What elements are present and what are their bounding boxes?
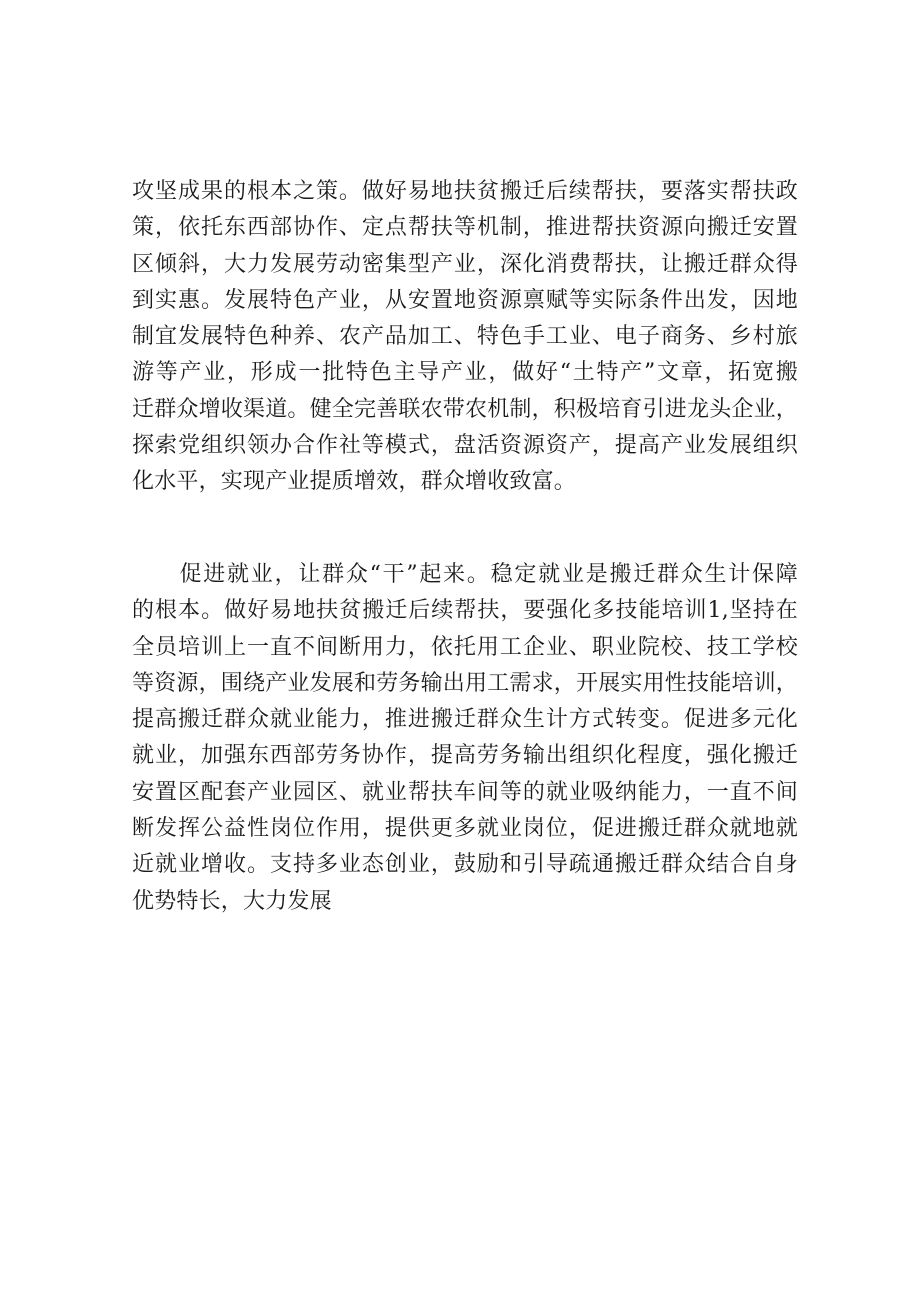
- paragraph-line: 到实惠。发展特色产业，从安置地资源禀赋等实际条件出发，因地: [132, 287, 798, 313]
- paragraph-line: 就业，加强东西部劳务协作，提高劳务输出组织化程度，强化搬迁: [132, 743, 798, 769]
- paragraph-line: 等资源，围绕产业发展和劳务输出用工需求，开展实用性技能培训，: [132, 670, 798, 696]
- paragraph-line: 优势特长，大力发展: [132, 888, 332, 914]
- paragraph-line: 断发挥公益性岗位作用，提供更多就业岗位，促进搬迁群众就地就: [132, 816, 798, 842]
- paragraph-line: 探索党组织领办合作社等模式，盘活资源资产，提高产业发展组织: [132, 433, 798, 459]
- paragraph-line: 近就业增收。支持多业态创业，鼓励和引导疏通搬迁群众结合自身: [132, 852, 798, 878]
- paragraph-line: 迁群众增收渠道。健全完善联农带农机制，积极培育引进龙头企业，: [132, 396, 798, 422]
- paragraph-line: 区倾斜，大力发展劳动密集型产业，深化消费帮扶，让搬迁群众得: [132, 251, 798, 277]
- paragraph-line: 攻坚成果的根本之策。做好易地扶贫搬迁后续帮扶，要落实帮扶政: [132, 179, 798, 204]
- paragraph-line: 的根本。做好易地扶贫搬迁后续帮扶，要强化多技能培训1,坚持在: [132, 598, 798, 624]
- paragraph-1: [132, 174, 798, 501]
- paragraph-line: 化水平，实现产业提质增效，群众增收致富。: [132, 469, 577, 495]
- paragraph-line: 游等产业，形成一批特色主导产业，做好“土特产”文章，拓宽搬: [132, 360, 798, 386]
- paragraph-line: 策，依托东西部协作、定点帮扶等机制，推进帮扶资源向搬迁安置: [132, 215, 798, 241]
- paragraph-line: 促进就业，让群众“干”起来。稳定就业是搬迁群众生计保障: [132, 562, 798, 587]
- paragraph-line: 提高搬迁群众就业能力，推进搬迁群众生计方式转变。促进多元化: [132, 707, 798, 733]
- paragraph-line: 安置区配套产业园区、就业帮扶车间等的就业吸纳能力，一直不间: [132, 779, 798, 805]
- paragraph-line: 全员培训上一直不间断用力，依托用工企业、职业院校、技工学校: [132, 634, 798, 660]
- paragraph-2: [132, 557, 798, 920]
- paragraph-line: 制宜发展特色种养、农产品加工、特色手工业、电子商务、乡村旅: [132, 324, 798, 350]
